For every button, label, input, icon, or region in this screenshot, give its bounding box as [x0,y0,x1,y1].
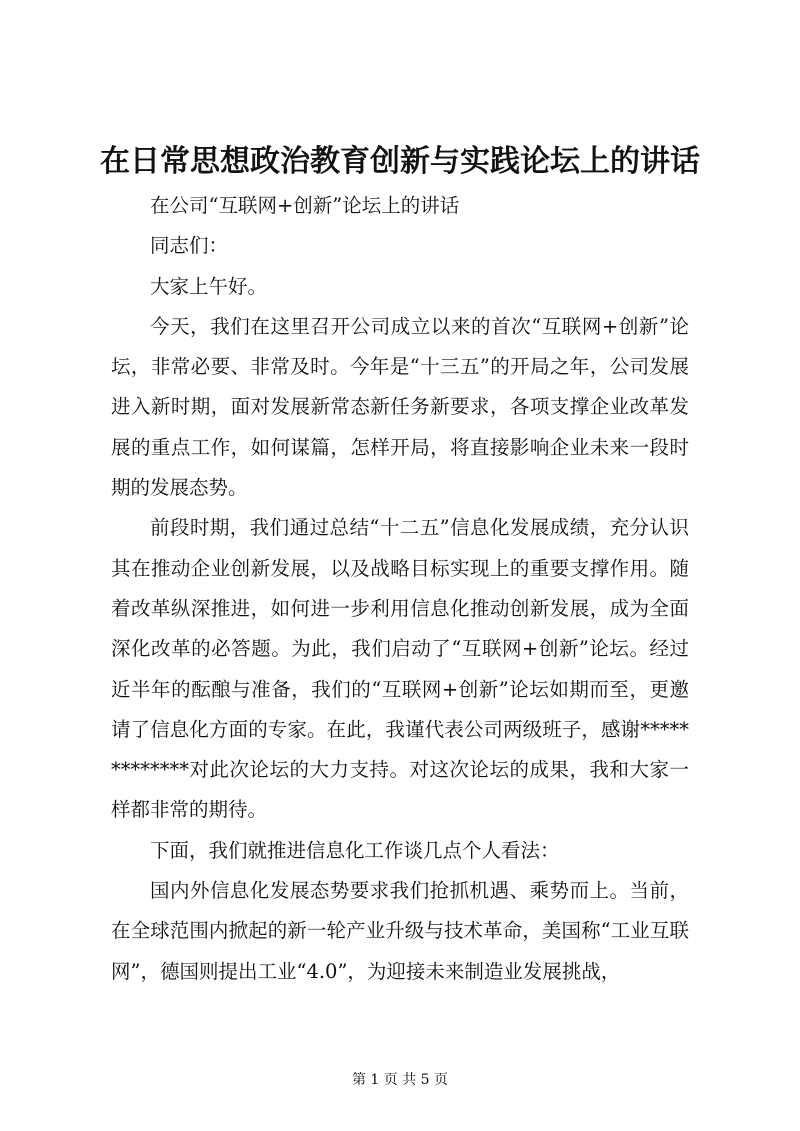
paragraph-salutation: 同志们： [150,234,229,258]
paragraph: 下面，我们就推进信息化工作谈几点个人看法： [150,838,560,862]
paragraph: 今天，我们在这里召开公司成立以来的首次“互联网+创新”论坛，非常必要、非常及时。今年是“十三五”的开局之年，公司发展进入新时期，面对发展新常态新任务新要求，各项支撑企业改革发展的重点工作，如何谋篇，怎样开局，将直接影响企业未来一段时期的发展态势。 [111,314,689,500]
paragraph: 国内外信息化发展态势要求我们抢抓机遇、乘势而上。当前，在全球范围内掀起的新一轮产业升级与技术革命，美国称“工业互联网”，德国则提出工业“4.0”，为迎接未来制造业发展挑战， [111,879,689,983]
page-number-footer: 第 1 页 共 5 页 [351,1072,449,1088]
document-body [111,186,689,992]
document-title: 在日常思想政治教育创新与实践论坛上的讲话 [100,144,700,179]
paragraph-greeting: 大家上午好。 [150,274,268,298]
paragraph-subtitle: 在公司“互联网+创新”论坛上的讲话 [150,194,460,217]
paragraph: 前段时期，我们通过总结“十二五”信息化发展成绩，充分认识其在推动企业创新发展，以及战略目标实现上的重要支撑作用。随着改革纵深推进，如何进一步利用信息化推动创新发展，成为全面深化改革的必答题。为此，我们启动了“互联网+创新”论坛。经过近半年的酝酿与准备，我们的“互联网+创新”论坛如期而至，更邀请了信息化方面的专家。在此，我谨代表公司两级班子，感谢*************对此次论坛的大力支持。对这次论坛的成果，我和大家一样都非常的期待。 [111,516,689,822]
